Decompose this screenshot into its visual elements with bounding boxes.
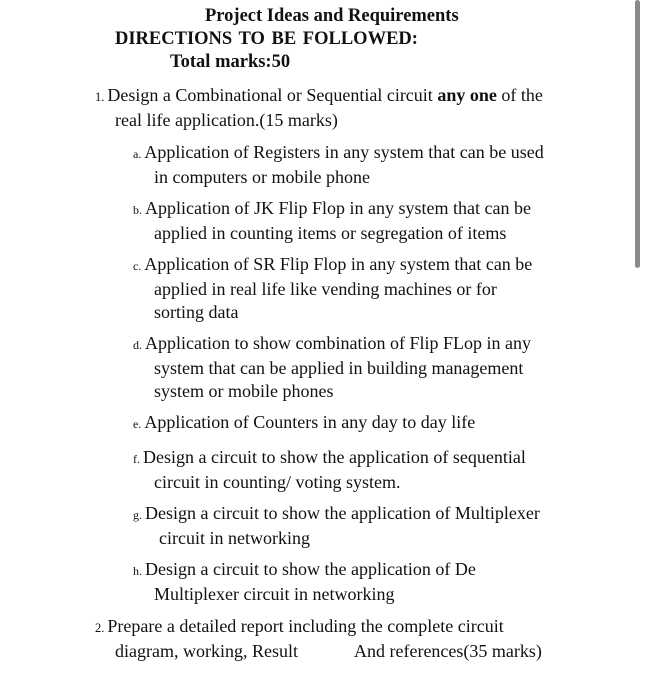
subitem-f <box>133 446 526 494</box>
subitem-b <box>133 197 531 245</box>
subitem-text: Design a circuit to show the application of sequential <box>143 447 526 467</box>
item-text: of the <box>496 85 543 105</box>
item-text: And references(35 marks) <box>353 641 542 661</box>
total-marks-heading: Total marks:50 <box>170 52 291 72</box>
subitem-d <box>133 332 531 403</box>
list-item-2 <box>95 615 542 663</box>
subitem-text: computers or mobile phone <box>172 167 370 187</box>
subitem-letter: h. <box>133 564 142 578</box>
list-number: 1. <box>95 90 105 104</box>
subitem-text: circuit in counting/ voting system. <box>154 472 401 492</box>
subitem-letter: a. <box>133 147 142 161</box>
subitem-letter: e. <box>133 417 142 431</box>
subitem-text: Application of SR Flip Flop in any system that can be <box>144 254 533 274</box>
page-title: Project Ideas and Requirements <box>205 6 459 26</box>
subitem-text: Design a circuit to show the application of Multiplexer <box>145 503 540 523</box>
subitem-letter: g. <box>133 508 142 522</box>
subitem-text: Application of JK Flip Flop in any system that can be <box>145 198 531 218</box>
list-number: 2. <box>95 621 105 635</box>
subitem-e <box>133 411 475 436</box>
subitem-text: applied in real life like vending machines or for <box>154 279 497 299</box>
subitem-letter: b. <box>133 203 142 217</box>
subitem-g <box>133 502 540 550</box>
subitem-text: Application to show combination of Flip FLop in any <box>145 333 531 353</box>
item-emphasis: any one <box>437 85 497 105</box>
subitem-letter: c. <box>133 259 142 273</box>
subitem-c <box>133 253 532 324</box>
subitem-text: Application of Counters in any day to day life <box>144 412 476 432</box>
subitem-a <box>133 141 544 189</box>
subitem-text: sorting data <box>154 302 239 322</box>
item-text: Prepare a detailed report including the complete circuit <box>107 616 504 636</box>
subitem-h <box>133 558 476 606</box>
subitem-text: applied in counting items or segregation of items <box>154 223 507 243</box>
subitem-text: circuit in networking <box>159 528 310 548</box>
subitem-letter: d. <box>133 338 142 352</box>
item-text: diagram, working, Result <box>115 641 298 661</box>
subitem-text: Application of Registers in any system that can be used <box>144 142 544 162</box>
subitem-text: in <box>154 167 173 187</box>
vertical-scrollbar[interactable] <box>635 0 640 268</box>
subitem-text: system that can be applied in building management <box>154 358 524 378</box>
subitem-text: Multiplexer circuit in networking <box>154 584 395 604</box>
directions-heading: DIRECTIONS TO BE FOLLOWED: <box>115 29 418 49</box>
item-text: Design a Combinational or Sequential circuit <box>107 85 438 105</box>
item-text: real life application.(15 marks) <box>115 110 338 130</box>
subitem-text: system or mobile phones <box>154 381 334 401</box>
subitem-text: Design a circuit to show the application of De <box>145 559 476 579</box>
list-item-1 <box>95 84 543 132</box>
subitem-letter: f. <box>133 452 140 466</box>
